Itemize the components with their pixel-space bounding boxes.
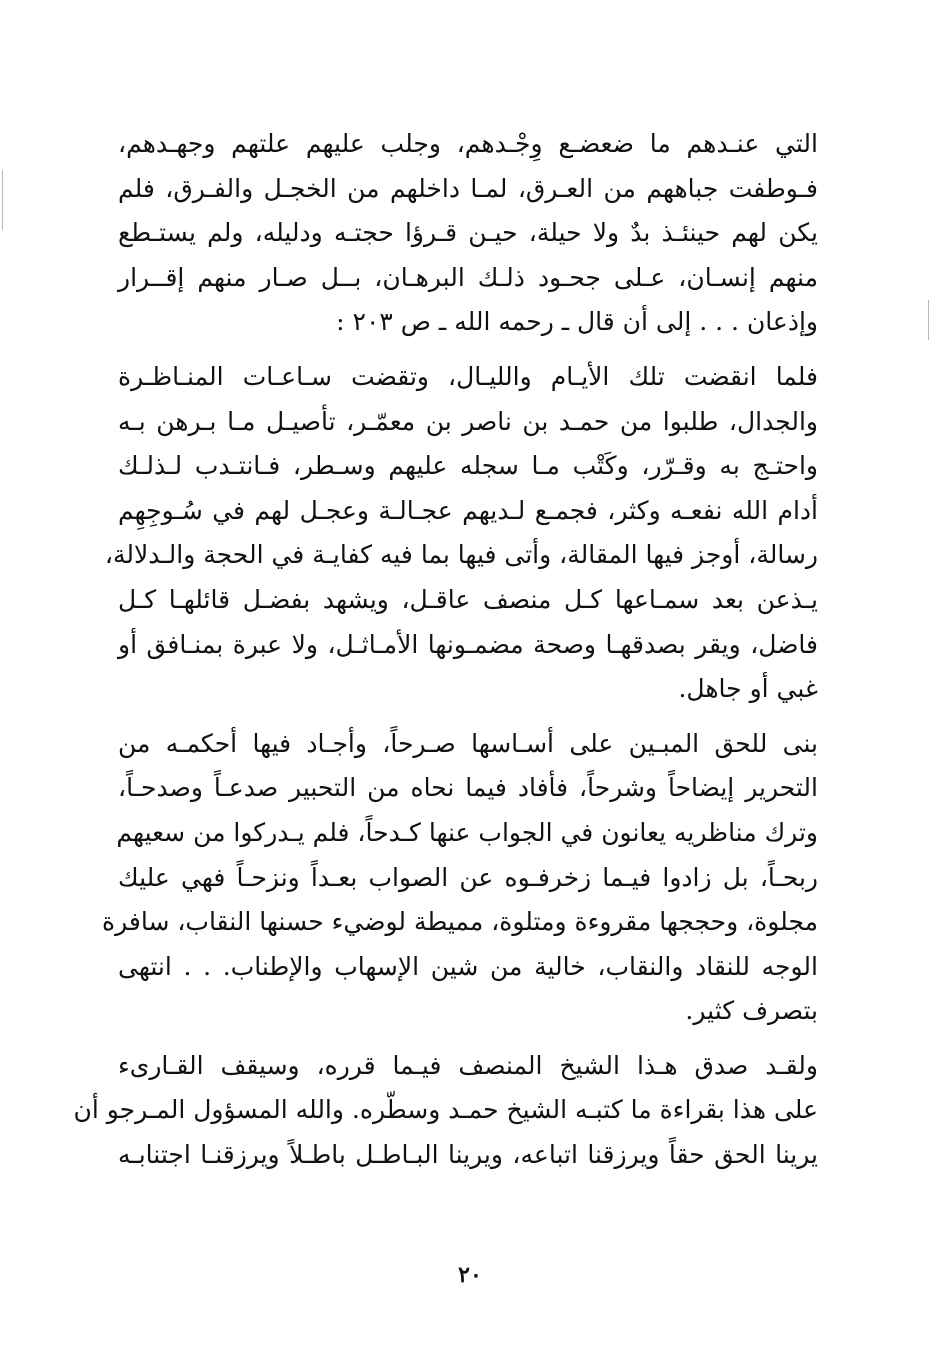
text-line: والجدال، طلبوا من حمـد بن ناصر بن معمّـر، تأصيـل مـا بـرهن بـه: [118, 406, 818, 436]
page-number: ٢٠: [458, 1262, 482, 1288]
text-line: يكن لهم حينئـذ بدٌ ولا حيلة، حيـن قـرؤا حجتـه ودليله، ولم يستـطع: [118, 218, 818, 248]
body-text: [73, 122, 818, 1178]
text-line: الوجه للنقاد والنقاب، خالية من شين الإسهاب والإطناب. . . انتهى: [118, 951, 818, 981]
text-line: ربحـاً، بل زادوا فيـما زخرفـوه عن الصواب بعـداً ونزحـاً فهي عليك: [118, 862, 818, 892]
text-line: وإذعان . . . إلى أن قال ـ رحمه الله ـ ص ٢٠٣ :: [336, 307, 818, 337]
text-line: يـذعن بعد سمـاعها كـل منصف عاقـل، ويشهد بفضـل قائلهـا كـل: [118, 584, 818, 614]
text-line: التي عنـدهم ما ضعضـع وِجْـدهم، وجلب عليهم علتهم وجهـدهم،: [118, 129, 818, 158]
paragraph-2: [104, 355, 818, 712]
text-line: بتصرف كثير.: [685, 996, 818, 1026]
text-line: غبي أو جاهل.: [678, 674, 818, 704]
text-line: ولقـد صدق هـذا الشيخ المنصف فيـما قرره، وسيقف القـارىء: [118, 1050, 818, 1080]
text-line: أدام الله نفعـه وكثر، فجمـع لـديهم عجـالـة وعجـل لهم في سُـوجِهِم: [118, 495, 818, 525]
paragraph-4: [73, 1044, 818, 1178]
text-line: على هذا بقراءة ما كتبـه الشيخ حمـد وسطّره. والله المسؤول المـرجو أن: [73, 1095, 818, 1125]
text-line: يرينا الحق حقاً ويرزقنا اتباعه، ويرينا البـاطـل باطـلاً ويرزقنـا اجتنابـه: [118, 1140, 818, 1170]
text-line: واحتـج به وقـرّر، وكَتْب مـا سجله عليهم وسـطر، فـانتـدب لـذلـك: [118, 451, 818, 481]
text-line: فاضل، ويقر بصدقهـا وصحة مضمـونها الأمـاثـل، ولا عبرة بمنـافق أو: [118, 629, 818, 659]
paragraph-3: [101, 722, 818, 1034]
text-line: بنى للحق المبـين على أسـاسها صـرحاً، وأجـاد فيها أحكمـه من: [118, 728, 818, 758]
text-line: مجلوة، وحججها مقروءة ومتلوة، مميطة لوضيء حسنها النقاب، سافرة: [101, 907, 818, 937]
text-line: فـوطفت جباههم من العـرق، لمـا داخلهم من الخجـل والفـرق، فلم: [118, 173, 818, 203]
text-line: رسالة، أوجز فيها المقالة، وأتى فيها بما فيه كفايـة في الحجة والـدلالة،: [104, 540, 818, 570]
text-line: منهم إنسـان، عـلى جحـود ذلـك البرهـان، بــل صـار منهم إقــرار: [118, 262, 818, 292]
scan-edge-mark-left: [2, 170, 3, 230]
text-line: التحرير إيضاحاً وشرحاً، فأفاد فيما نحاه من التحبير صدعـاً وصدحـاً،: [118, 773, 818, 803]
text-line: وترك مناظريه يعانون في الجواب عنها كـدحاً، فلم يـدركوا من سعيهم: [116, 817, 818, 847]
scan-edge-mark-right: [928, 300, 929, 340]
text-line: فلما انقضت تلك الأيـام والليـال، وتقضت سـاعـات المنـاظـرة: [118, 361, 818, 391]
paragraph-1: [118, 122, 818, 345]
